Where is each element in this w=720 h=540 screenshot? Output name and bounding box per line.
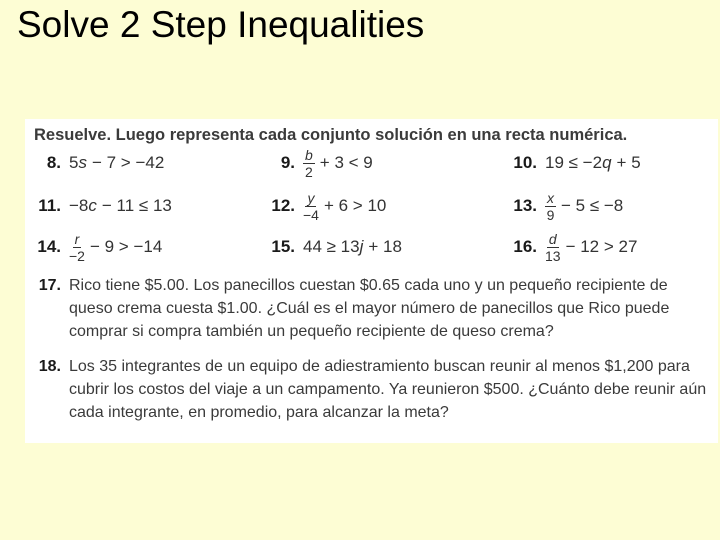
- inequality: −8 c − 11 ≤ 13: [69, 196, 172, 215]
- problem-number: 17.: [38, 277, 61, 294]
- inequality: $\frac{r}{-2}$ − 9 > −14: [69, 230, 163, 264]
- fraction: $\frac{r}{-2}$: [69, 230, 85, 264]
- inequality: $\frac{b}{2}$ + 3 < 9: [305, 146, 373, 180]
- inequality: $\frac{d}{13}$ − 12 > 27: [545, 230, 638, 264]
- fraction: $\frac{b}{2}$: [305, 146, 313, 180]
- inequality: $\frac{x}{9}$ − 5 ≤ −8: [546, 189, 624, 223]
- slide-title: Solve 2 Step Inequalities: [17, 4, 425, 45]
- problem-17: [25, 274, 715, 344]
- exercise-8: [25, 146, 164, 180]
- worksheet-image: [25, 119, 718, 443]
- exercise-number: 10.: [513, 153, 537, 172]
- exercise-number: 15.: [271, 237, 295, 256]
- exercise-16: [501, 230, 637, 264]
- problem-text: Los 35 integrantes de un equipo de adiestramiento buscan reunir al menos $1,200 para cubrir los costos del viaje a un campamento. Ya reunieron $500. ¿Cuánto debe reunir aún cada integrante, en promedio, para alcanzar la meta?: [69, 358, 707, 421]
- inequality: 19 ≤ −2 q + 5: [545, 153, 641, 172]
- exercise-number: 12.: [271, 196, 295, 215]
- exercise-number: 11.: [38, 196, 61, 215]
- exercise-11: [25, 189, 172, 223]
- exercise-number: 9.: [280, 153, 295, 172]
- problem-18: [25, 355, 715, 425]
- exercise-number: 14.: [37, 237, 61, 256]
- fraction: $\frac{y}{-4}$: [303, 189, 319, 223]
- exercise-10: [501, 146, 641, 180]
- fraction: $\frac{d}{13}$: [545, 230, 561, 264]
- inequality: 5 s − 7 > −42: [69, 153, 165, 172]
- problem-number: 18.: [38, 358, 61, 375]
- exercise-12: [259, 189, 386, 223]
- exercise-number: 13.: [513, 196, 537, 215]
- exercise-13: [501, 189, 623, 223]
- fraction: $\frac{x}{9}$: [546, 189, 555, 223]
- inequality: 44 ≥ 13 j + 18: [303, 237, 402, 256]
- exercise-9: [259, 146, 373, 180]
- exercise-14: [25, 230, 162, 264]
- problem-text: Rico tiene $5.00. Los panecillos cuestan $0.65 cada uno y un pequeño recipiente de queso crema cuesta $1.00. ¿Cuál es el mayor número de panecillos que Rico puede comprar si compra también un pequeño recipiente de queso crema?: [69, 277, 670, 340]
- exercise-number: 16.: [513, 237, 537, 256]
- exercise-number: 8.: [46, 153, 61, 172]
- inequality: $\frac{y}{-4}$ + 6 > 10: [303, 189, 387, 223]
- instructions: Resuelve. Luego representa cada conjunto solución en una recta numérica.: [34, 126, 628, 144]
- exercise-15: [259, 230, 402, 264]
